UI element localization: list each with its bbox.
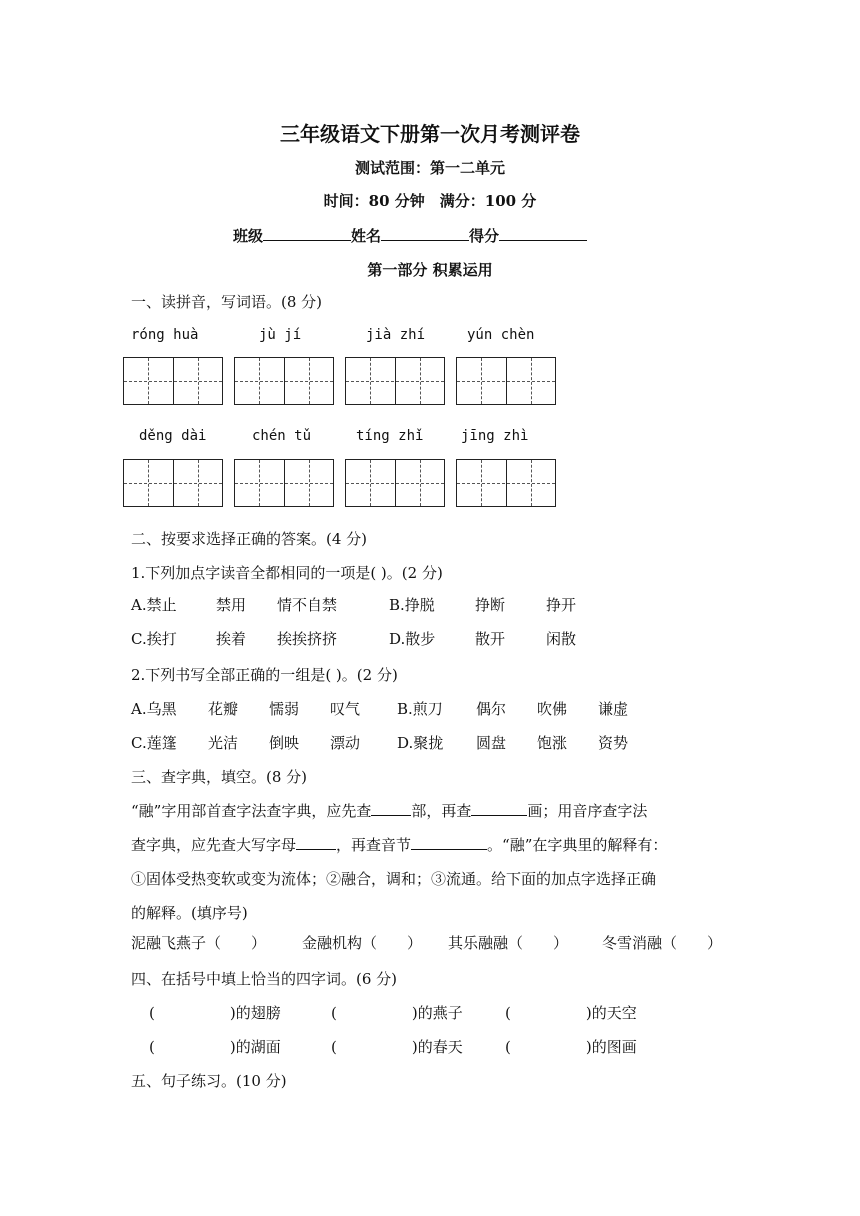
- syllable-blank[interactable]: [411, 835, 487, 850]
- part-one-heading: 第一部分 积累运用: [367, 261, 493, 279]
- q2-sub1-option-b: B.挣脱: [389, 596, 435, 614]
- writing-grid[interactable]: [123, 357, 223, 405]
- writing-grid[interactable]: [345, 459, 445, 507]
- q2-sub1-option-a: A.禁止: [131, 596, 177, 614]
- pinyin-7: tíng zhǐ: [356, 428, 424, 444]
- q2-sub1-word: 闲散: [546, 630, 577, 648]
- q2-sub1-word: 挨挨挤挤: [277, 630, 338, 648]
- test-scope: 测试范围：第一二单元: [354, 159, 505, 177]
- q4-heading: 四、在括号中填上恰当的四字词。(6 分): [131, 970, 398, 988]
- score-label: 得分: [469, 227, 500, 245]
- q2-sub2-option-b: B.煎刀: [397, 700, 443, 718]
- pinyin-5: děng dài: [139, 428, 207, 444]
- writing-grid[interactable]: [456, 459, 556, 507]
- q2-sub2-word: 偶尔: [476, 700, 507, 718]
- name-blank[interactable]: [381, 226, 469, 241]
- q2-sub2-word: 叹气: [330, 700, 361, 718]
- q2-sub1-word: 挣断: [475, 596, 506, 614]
- q2-sub2-word: 资势: [598, 734, 629, 752]
- q2-sub2-word: 饱涨: [537, 734, 568, 752]
- q2-sub2: 2.下列书写全部正确的一组是( )。(2 分): [131, 666, 398, 684]
- q2-heading: 二、按要求选择正确的答案。(4 分): [131, 530, 368, 548]
- class-label: 班级: [233, 227, 264, 245]
- q3-item: 其乐融融（ ）: [448, 934, 569, 952]
- score-blank[interactable]: [499, 226, 587, 241]
- q4-blank-phrase[interactable]: ( )的春天: [331, 1038, 463, 1056]
- q3-item: 泥融飞燕子（ ）: [131, 934, 267, 952]
- q2-sub1-word: 散开: [475, 630, 506, 648]
- q2-sub2-word: 吹佛: [537, 700, 568, 718]
- q2-sub1-word: 挨着: [216, 630, 247, 648]
- letter-blank[interactable]: [296, 835, 336, 850]
- pinyin-3: jià zhí: [366, 327, 426, 343]
- q3-paragraph-line-4: 的解释。(填序号): [131, 904, 248, 922]
- q4-blank-phrase[interactable]: ( )的燕子: [331, 1004, 463, 1022]
- q3-text: 部，再查: [411, 802, 472, 820]
- student-info-line: [233, 225, 587, 246]
- q2-sub2-word: 圆盘: [476, 734, 507, 752]
- q5-heading: 五、句子练习。(10 分): [131, 1072, 287, 1090]
- time-score-line: 时间：80 分钟 满分：100 分: [323, 192, 537, 210]
- name-label: 姓名: [351, 227, 382, 245]
- q2-sub2-option-c: C.莲篷: [131, 734, 177, 752]
- q2-sub2-word: 光洁: [208, 734, 239, 752]
- q3-text: 。“融”在字典里的解释有：: [487, 836, 668, 854]
- q3-item: 金融机构（ ）: [302, 934, 423, 952]
- page-title: 三年级语文下册第一次月考测评卷: [280, 122, 580, 146]
- q3-text: 查字典，应先查大写字母: [131, 836, 297, 854]
- q4-blank-phrase[interactable]: ( )的湖面: [149, 1038, 281, 1056]
- writing-grid[interactable]: [234, 357, 334, 405]
- q1-heading: 一、读拼音，写词语。(8 分): [131, 293, 323, 311]
- q2-sub2-word: 懦弱: [269, 700, 300, 718]
- q2-sub1-option-d: D.散步: [389, 630, 436, 648]
- q2-sub2-option-a: A.乌黑: [131, 700, 177, 718]
- pinyin-1: róng huà: [131, 327, 199, 343]
- writing-grid[interactable]: [345, 357, 445, 405]
- q2-sub2-word: 漂动: [330, 734, 361, 752]
- pinyin-2: jù jí: [259, 327, 302, 343]
- q3-paragraph-line-3: ①固体受热变软或变为流体；②融合，调和；③流通。给下面的加点字选择正确: [131, 870, 657, 888]
- q3-text: “融”字用部首查字法查字典，应先查: [131, 802, 372, 820]
- q3-text: 画；用音序查字法: [527, 802, 648, 820]
- q2-sub2-word: 花瓣: [208, 700, 239, 718]
- q4-blank-phrase[interactable]: ( )的天空: [505, 1004, 637, 1022]
- radical-blank[interactable]: [371, 801, 411, 816]
- q2-sub2-option-d: D.聚拢: [397, 734, 444, 752]
- q3-heading: 三、查字典，填空。(8 分): [131, 768, 308, 786]
- pinyin-4: yún chèn: [467, 327, 535, 343]
- q2-sub1-word: 禁用: [216, 596, 247, 614]
- class-blank[interactable]: [263, 226, 351, 241]
- pinyin-8: jīng zhì: [461, 428, 529, 444]
- q2-sub1-word: 挣开: [546, 596, 577, 614]
- q4-blank-phrase[interactable]: ( )的翅膀: [149, 1004, 281, 1022]
- q2-sub2-word: 谦虚: [598, 700, 629, 718]
- stroke-count-blank[interactable]: [471, 801, 527, 816]
- pinyin-6: chén tǔ: [252, 428, 312, 444]
- q2-sub1-word: 情不自禁: [277, 596, 338, 614]
- q3-item: 冬雪消融（ ）: [602, 934, 723, 952]
- q2-sub1: 1.下列加点字读音全都相同的一项是( )。(2 分): [131, 564, 443, 582]
- writing-grid[interactable]: [456, 357, 556, 405]
- q4-blank-phrase[interactable]: ( )的图画: [505, 1038, 637, 1056]
- q3-text: ，再查音节: [336, 836, 412, 854]
- q3-paragraph-line-2: [131, 834, 667, 855]
- q2-sub1-option-c: C.挨打: [131, 630, 177, 648]
- q2-sub2-word: 倒映: [269, 734, 300, 752]
- writing-grid[interactable]: [234, 459, 334, 507]
- writing-grid[interactable]: [123, 459, 223, 507]
- q3-paragraph-line-1: [131, 800, 647, 821]
